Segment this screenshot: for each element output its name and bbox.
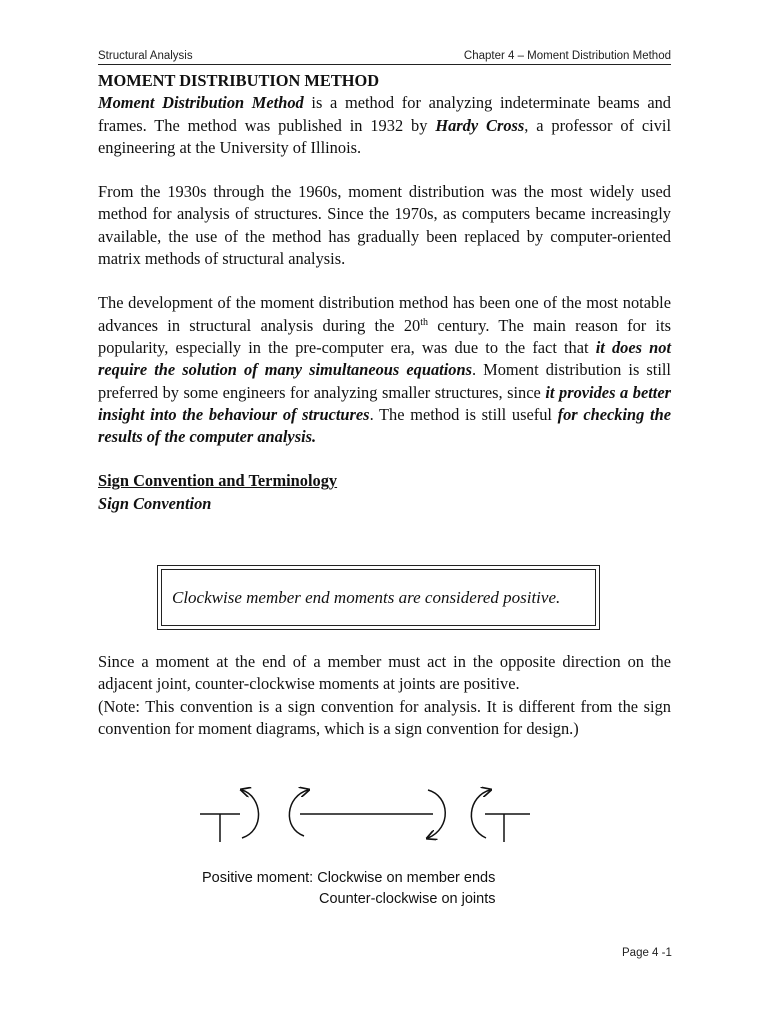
dev-text-3: . Moment distribution is still preferred by some engineers for analyzing smaller structures, since [98, 360, 671, 402]
lower-content [98, 651, 671, 740]
header-left: Structural Analysis [98, 50, 193, 62]
member-left-end-moment-arrow-icon [289, 790, 308, 836]
dev-bold-2: it provides a better insight into the behaviour of structures [98, 382, 671, 424]
convention-box-text: Clockwise member end moments are considered positive. [161, 569, 596, 626]
left-joint [200, 814, 240, 842]
intro-text-2: , a professor of civil engineering at the University of Illinois. [98, 115, 671, 157]
dev-sup: th [420, 316, 428, 328]
caption-line-1: Positive moment: Clockwise on member ends [202, 870, 496, 886]
dev-text-4: . The method is still useful [369, 404, 558, 424]
note-paragraph: (Note: This convention is a sign convention for analysis. It is different from the sign convention for moment diagrams, which is a sign convention for design.) [98, 696, 671, 738]
dev-text-2: century. The main reason for its popularity, especially in the pre-computer era, was due to the fact that [98, 315, 671, 357]
intro-text-1: is a method for analyzing indeterminate beams and frames. The method was published in 1932 by [98, 93, 671, 135]
document-title: MOMENT DISTRIBUTION METHOD [98, 71, 380, 90]
caption-line-2: Counter-clockwise on joints [319, 891, 496, 907]
page-number: Page 4 -1 [622, 947, 672, 959]
joint-paragraph: Since a moment at the end of a member must act in the opposite direction on the adjacent joint, counter-clockwise moments at joints are positive. [98, 652, 671, 694]
section-heading: Sign Convention and Terminology [98, 471, 338, 491]
dev-bold-3: for checking the results of the computer analysis. [98, 404, 671, 447]
page-header [98, 50, 671, 65]
intro-author: Hardy Cross [435, 115, 525, 135]
history-paragraph: From the 1930s through the 1960s, moment distribution was the most widely used method for analysis of structures. Since the 1970s, as computers became increasingly available, the use of the method has gradually been replaced by computer-oriented matrix methods of structural analysis. [98, 182, 671, 269]
left-joint-moment-arrow-icon [242, 790, 259, 838]
sub-heading: Sign Convention [98, 493, 212, 513]
right-joint [485, 814, 530, 842]
sign-convention-diagram [190, 782, 540, 862]
dev-text-1: The development of the moment distribution method has been one of the most notable advances in structural analysis during the 20 [98, 293, 671, 335]
dev-bold-1: it does not require the solution of many simultaneous equations [98, 337, 671, 380]
convention-box [157, 565, 600, 630]
header-right: Chapter 4 – Moment Distribution Method [463, 50, 671, 62]
development-paragraph [98, 292, 671, 448]
intro-term: Moment Distribution Method [98, 93, 304, 113]
intro-paragraph [98, 92, 671, 159]
diagram-caption [202, 868, 496, 910]
main-content [98, 70, 671, 515]
